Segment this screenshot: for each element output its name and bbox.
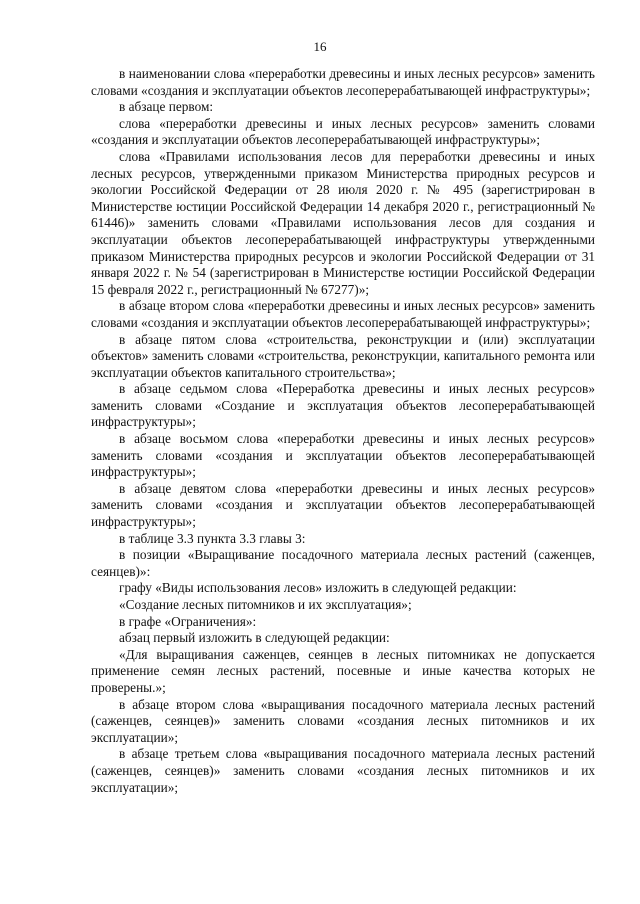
paragraph: «Создание лесных питомников и их эксплуатация»; bbox=[119, 597, 412, 612]
paragraph: абзац первый изложить в следующей редакции: bbox=[119, 630, 390, 646]
paragraph: в абзаце первом: bbox=[119, 99, 214, 115]
paragraph: слова «переработки древесины и иных лесных ресурсов» заменить словами «создания и эксплуатации объектов лесоперерабатывающей инфраструктуры»; bbox=[91, 115, 595, 148]
paragraph: в абзаце девятом слова «переработки древесины и иных лесных ресурсов» заменить словами «создания и эксплуатации объектов лесоперерабатывающей инфраструктуры»; bbox=[91, 480, 595, 530]
paragraph: графу «Виды использования лесов» изложить в следующей редакции: bbox=[119, 580, 517, 596]
paragraph: в графе «Ограничения»: bbox=[119, 613, 257, 629]
paragraph: в абзаце пятом слова «строительства, реконструкции и (или) эксплуатации объектов» заменить словами «строительства, реконструкции, капитального ремонта или эксплуатации объектов капитального строительства»; bbox=[91, 331, 595, 380]
paragraph: «Для выращивания саженцев, сеянцев в лесных питомниках не допускается применение семян лесных растений, посевные и иные качества которых не проверены.»; bbox=[91, 646, 595, 695]
paragraph: в позиции «Выращивание посадочного материала лесных растений (саженцев, сеянцев)»: bbox=[91, 547, 595, 579]
document-body bbox=[91, 66, 595, 796]
paragraph: слова «Правилами использования лесов для переработки древесины и иных лесных ресурсов, утвержденными приказом Министерства природных ресурсов и экологии Российской Федерации от 28 июля 2020 г. № 495 (зарегистрирован в Министерстве юстиции Российской Федерации 14 декабря 2020 г., регистрационный № 61446)» заменить словами «Правилами использования лесов для создания и эксплуатации объектов лесоперерабатывающей инфраструктуры утвержденными приказом Министерства природных ресурсов и экологии Российской Федерации от 31 января 2022 г. № 54 (зарегистрирован в Министерстве юстиции Российской Федерации 15 февраля 2022 г., регистрационный № 67277)»; bbox=[91, 148, 595, 297]
paragraph: в абзаце восьмом слова «переработки древесины и иных лесных ресурсов» заменить словами «создания и эксплуатации объектов лесоперерабатывающей инфраструктуры»; bbox=[91, 431, 595, 480]
paragraph: в абзаце третьем слова «выращивания посадочного материала лесных растений (саженцев, сеянцев)» заменить словами «создания лесных питомников и их эксплуатации»; bbox=[91, 746, 595, 795]
paragraph: в таблице 3.3 пункта 3.3 главы 3: bbox=[119, 530, 306, 546]
paragraph: в наименовании слова «переработки древесины и иных лесных ресурсов» заменить словами «создания и эксплуатации объектов лесоперерабатывающей инфраструктуры»; bbox=[91, 66, 595, 98]
paragraph: в абзаце втором слова «переработки древесины и иных лесных ресурсов» заменить словами «создания и эксплуатации объектов лесоперерабатывающей инфраструктуры»; bbox=[91, 298, 595, 330]
paragraph: в абзаце втором слова «выращивания посадочного материала лесных растений (саженцев, сеянцев)» заменить словами «создания лесных питомников и их эксплуатации»; bbox=[91, 696, 595, 745]
paragraph: в абзаце седьмом слова «Переработка древесины и иных лесных ресурсов» заменить словами «Создание и эксплуатация объектов лесоперерабатывающей инфраструктуры»; bbox=[91, 381, 595, 430]
page-number: 16 bbox=[313, 39, 327, 54]
